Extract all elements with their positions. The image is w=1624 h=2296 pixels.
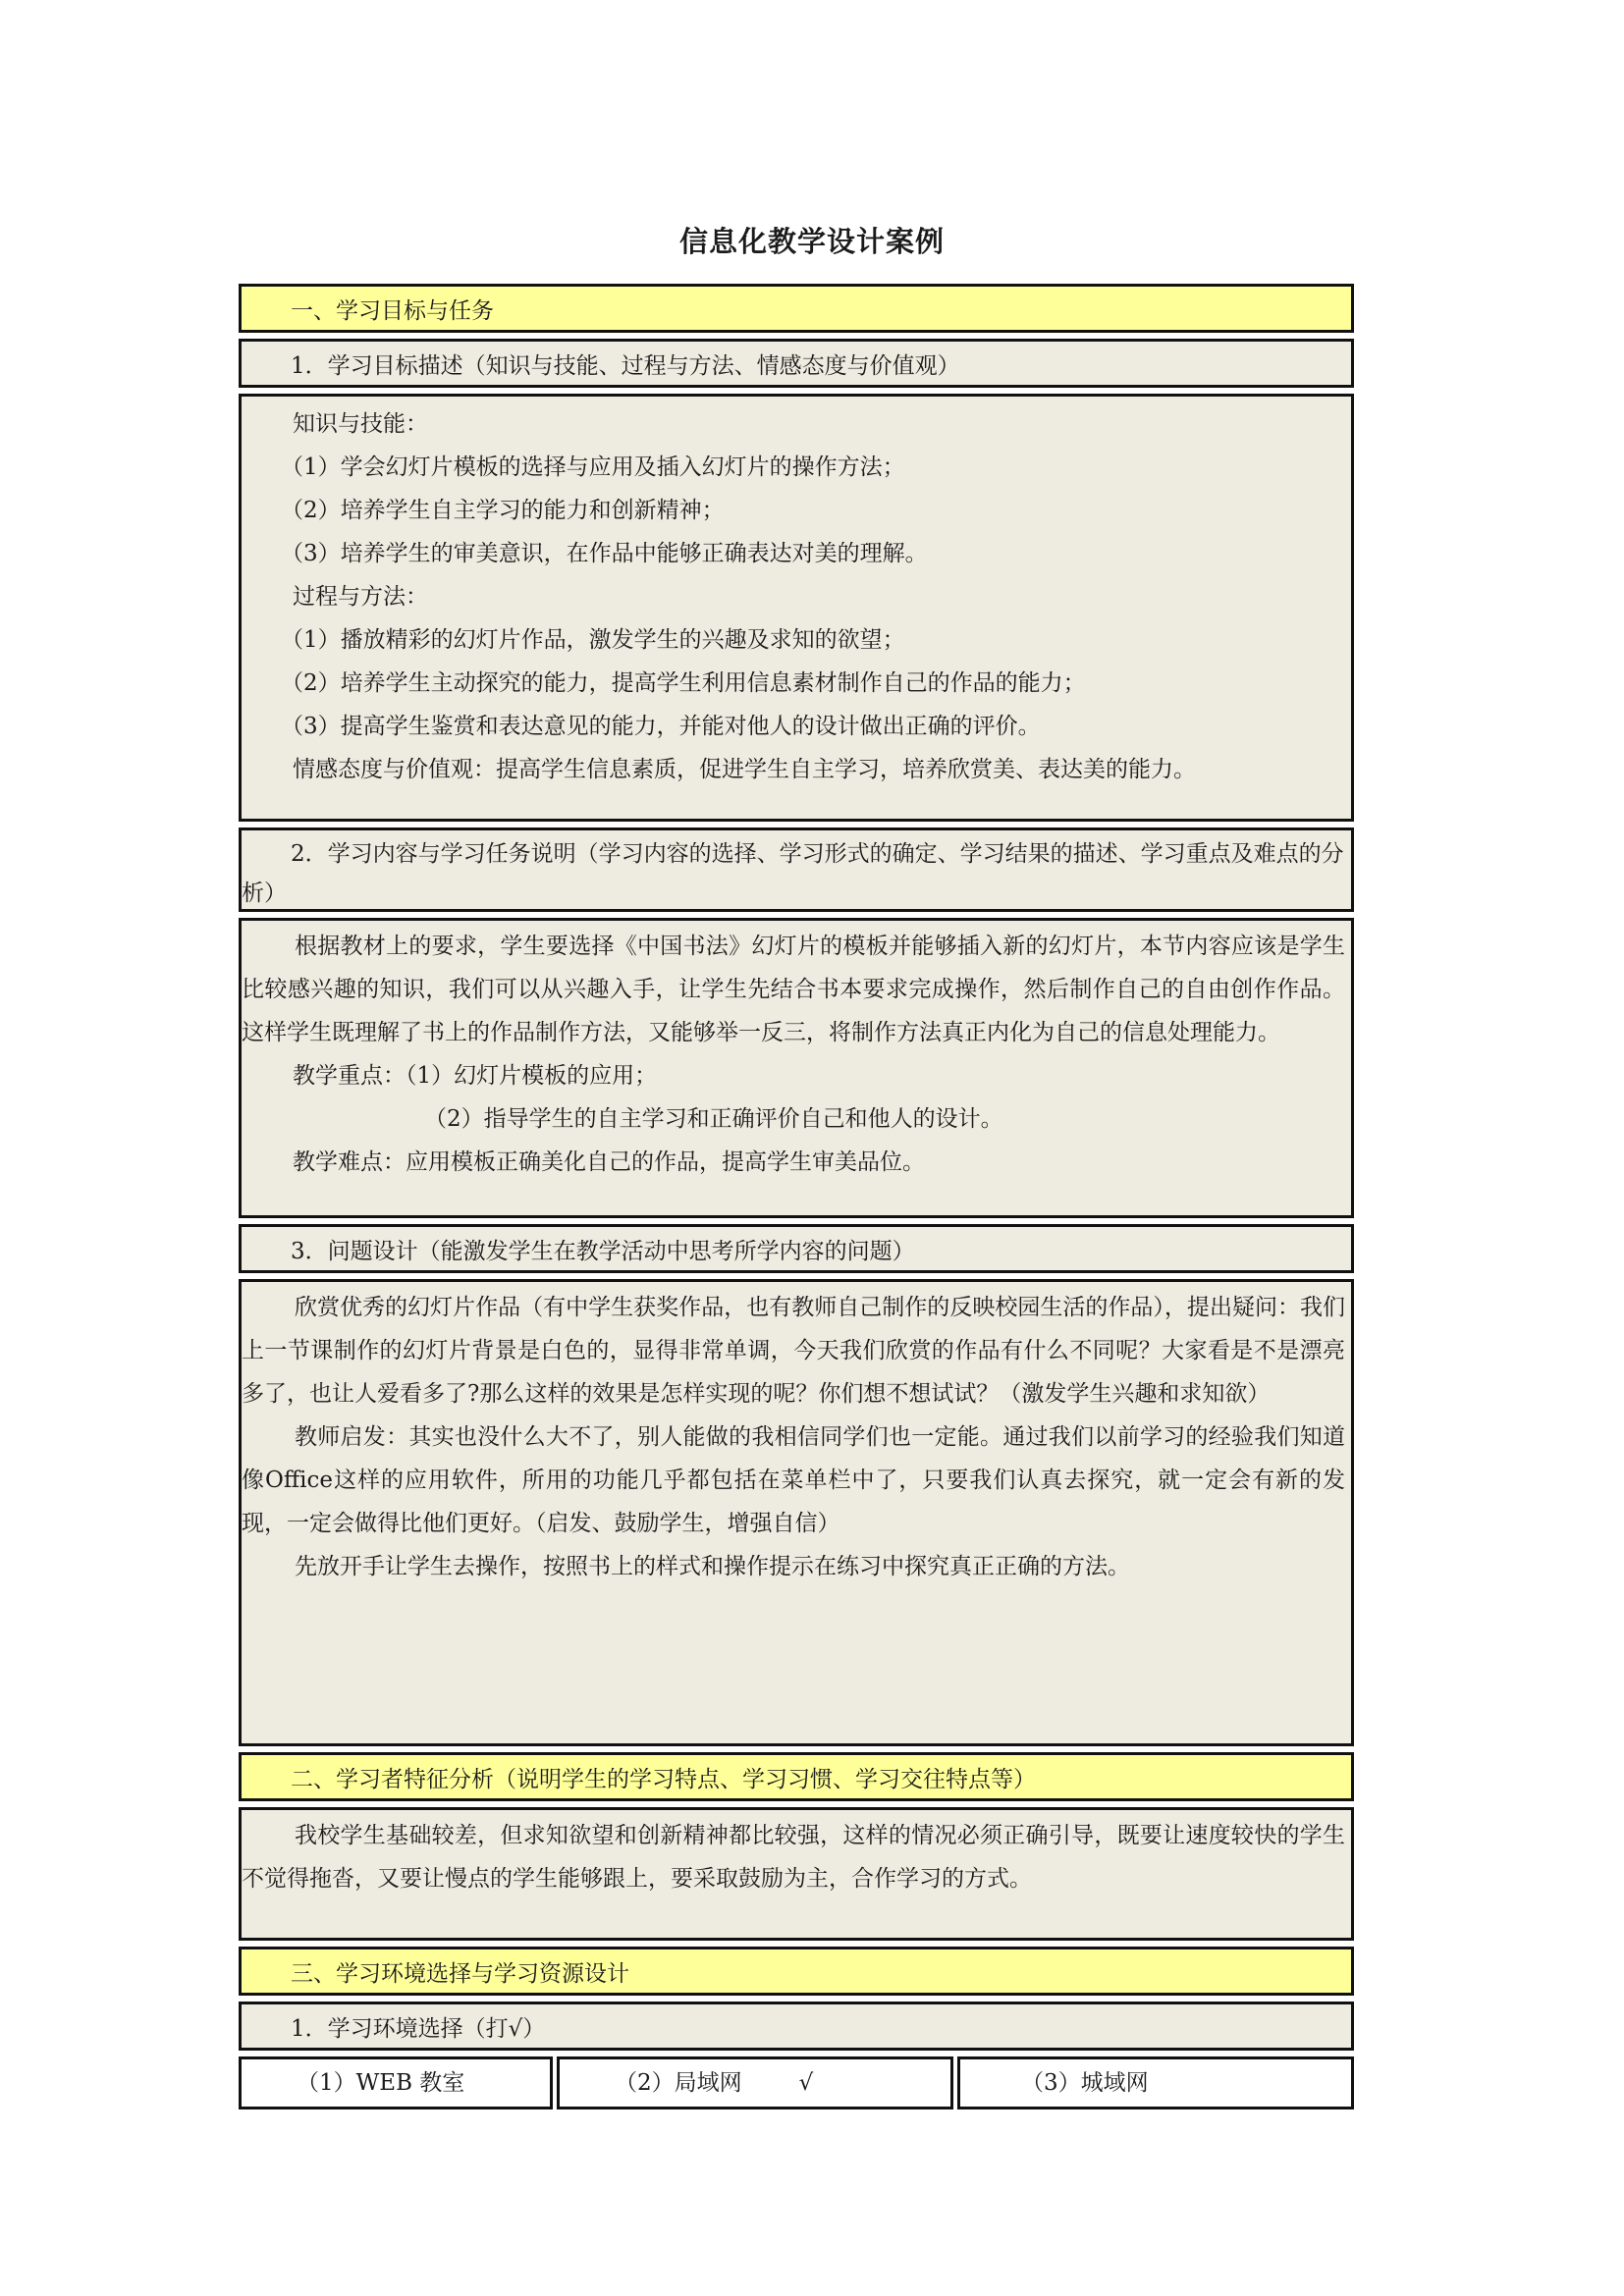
objective-line: （3）培养学生的审美意识，在作品中能够正确表达对美的理解。 <box>281 541 928 566</box>
question-design-content <box>239 1279 1354 1746</box>
subsection-heading-objectives: 1．学习目标描述（知识与技能、过程与方法、情感态度与价值观） <box>239 339 1354 388</box>
objective-line: （3）提高学生鉴赏和表达意见的能力，并能对他人的设计做出正确的评价。 <box>281 714 1041 739</box>
objective-line: （2）培养学生自主学习的能力和创新精神； <box>281 498 725 523</box>
question-paragraph: 先放开手让学生去操作，按照书上的样式和操作提示在练习中探究真正正确的方法。 <box>295 1554 1130 1579</box>
objective-line: （2）培养学生主动探究的能力，提高学生利用信息素材制作自己的作品的能力； <box>281 670 1086 696</box>
lesson-plan-table <box>239 284 1354 2109</box>
section-heading-environment: 三、学习环境选择与学习资源设计 <box>239 1947 1354 1996</box>
question-paragraph: 教师启发：其实也没什么大不了，别人能做的我相信同学们也一定能。通过我们以前学习的经验我们知道像Office这样的应用软件，所用的功能几乎都包括在菜单栏中了，只要我们认真去探究，就一定会有新的发现，一定会做得比他们更好。（启发、鼓励学生，增强自信） <box>242 1424 1345 1536</box>
content-description <box>239 918 1354 1218</box>
option-label: （1）WEB 教室 <box>297 2070 465 2096</box>
option-web-classroom <box>239 2056 553 2109</box>
objective-line: （1）播放精彩的幻灯片作品，激发学生的兴趣及求知的欲望； <box>281 627 905 653</box>
objective-line: （1）学会幻灯片模板的选择与应用及插入幻灯片的操作方法； <box>281 454 905 480</box>
key-points-line: （2）指导学生的自主学习和正确评价自己和他人的设计。 <box>424 1106 1003 1132</box>
difficulty-line: 教学难点：应用模板正确美化自己的作品，提高学生审美品位。 <box>293 1149 925 1175</box>
learner-paragraph: 我校学生基础较差，但求知欲望和创新精神都比较强，这样的情况必须正确引导，既要让速度较快的学生不觉得拖沓，又要让慢点的学生能够跟上，要采取鼓励为主，合作学习的方式。 <box>242 1823 1345 1892</box>
objective-line: 过程与方法： <box>293 584 428 610</box>
option-lan <box>557 2056 953 2109</box>
objective-line: 情感态度与价值观：提高学生信息素质，促进学生自主学习，培养欣赏美、表达美的能力。 <box>293 757 1196 782</box>
option-label: （3）城域网 <box>1021 2070 1149 2096</box>
subsection-heading-content: 2．学习内容与学习任务说明（学习内容的选择、学习形式的确定、学习结果的描述、学习重点及难点的分析） <box>239 828 1354 912</box>
section-heading-learners: 二、学习者特征分析（说明学生的学习特点、学习习惯、学习交往特点等） <box>239 1752 1354 1801</box>
document-title: 信息化教学设计案例 <box>678 225 945 258</box>
key-points-line: 教学重点：（1）幻灯片模板的应用； <box>293 1063 658 1089</box>
environment-options <box>239 2056 1354 2109</box>
learner-analysis-content <box>239 1807 1354 1941</box>
option-label: （2）局域网 <box>615 2070 742 2096</box>
objective-line: 知识与技能： <box>293 411 428 437</box>
option-man <box>957 2056 1354 2109</box>
section-heading-goals: 一、学习目标与任务 <box>239 284 1354 333</box>
checkmark-icon: √ <box>798 2070 814 2096</box>
objectives-content <box>239 394 1354 822</box>
question-paragraph: 欣赏优秀的幻灯片作品（有中学生获奖作品，也有教师自己制作的反映校园生活的作品），提出疑问：我们上一节课制作的幻灯片背景是白色的，显得非常单调，今天我们欣赏的作品有什么不同呢？大家看是不是漂亮多了，也让人爱看多了?那么这样的效果是怎样实现的呢？你们想不想试试？（激发学生兴趣和求知欲） <box>242 1295 1345 1407</box>
subsection-heading-questions: 3．问题设计（能激发学生在教学活动中思考所学内容的问题） <box>239 1224 1354 1273</box>
content-paragraph: 根据教材上的要求，学生要选择《中国书法》幻灯片的模板并能够插入新的幻灯片，本节内容应该是学生比较感兴趣的知识，我们可以从兴趣入手，让学生先结合书本要求完成操作，然后制作自己的自由创作作品。这样学生既理解了书上的作品制作方法，又能够举一反三，将制作方法真正内化为自己的信息处理能力。 <box>242 934 1345 1045</box>
subsection-heading-environment: 1．学习环境选择（打√） <box>239 2002 1354 2051</box>
